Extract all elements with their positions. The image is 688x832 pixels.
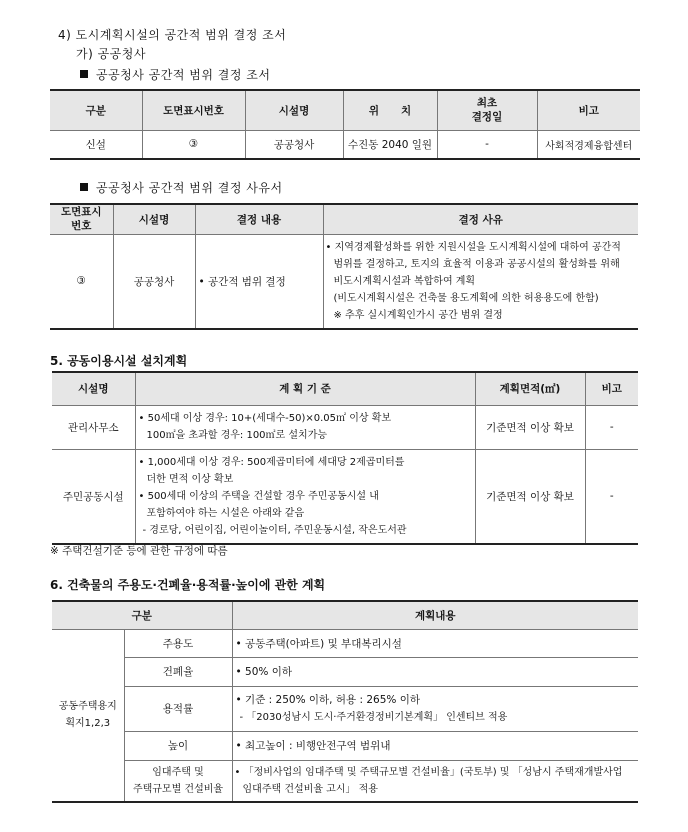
facility-name: 관리사무소: [52, 405, 135, 449]
subsection-heading: 가) 공공청사: [76, 47, 146, 61]
table-row: [52, 686, 638, 731]
table-row: [52, 760, 638, 802]
reason-line: 범위를 결정하고, 토지의 효율적 이용과 공공시설의 활성화를 위해: [333, 258, 620, 270]
square-bullet-icon: [80, 183, 88, 191]
table-row: [52, 657, 638, 686]
table1-header-row: [50, 90, 640, 130]
row-content: • 최고높이 : 비행안전구역 범위내: [232, 731, 638, 760]
table2-header: 시설명: [113, 204, 195, 234]
table2-reason-cell: [323, 234, 638, 329]
group-label-line: 획지1,2,3: [65, 718, 111, 730]
table1-cell: 수진동 2040 일원: [343, 130, 437, 159]
section5-footnote: ※ 주택건설기준 등에 관한 규정에 따름: [50, 545, 228, 557]
section5-header: 비고: [585, 372, 638, 405]
table-row: [52, 449, 638, 544]
row-content: - 「2030성남시 도시·주거환경정비기본계획」 인센티브 적용: [239, 711, 508, 723]
criteria-line: • 1,000세대 이상 경우: 500제곱미터에 세대당 2제곱미터를: [138, 456, 405, 468]
table1-cell: 신설: [50, 130, 142, 159]
criteria-line: - 경로당, 어린이집, 어린이놀이터, 주민운동시설, 작은도서관: [142, 524, 407, 536]
table1-header: 도면표시번호: [142, 90, 245, 130]
table-row: [52, 405, 638, 449]
table1-cell: ③: [142, 130, 245, 159]
table2: [50, 203, 638, 330]
row-content-cell: [232, 686, 638, 731]
table2-title: [80, 179, 283, 196]
table-row: [52, 731, 638, 760]
section5-header: 계 획 기 준: [135, 372, 475, 405]
section6-header: 계획내용: [232, 601, 638, 629]
table1-title-text: 공공청사 공간적 범위 결정 조서: [96, 68, 271, 82]
row-content: • 「정비사업의 임대주택 및 주택규모별 건설비율」(국토부) 및 「성남시 주택재개발사업: [234, 766, 623, 778]
section5-header-row: [52, 372, 638, 405]
area-cell: 기준면적 이상 확보: [475, 449, 585, 544]
square-bullet-icon: [80, 70, 88, 78]
table1-cell: 사회적경제융합센터: [537, 130, 640, 159]
table-row: [50, 234, 638, 329]
group-label-line: 공동주택용지: [58, 701, 117, 713]
row-label: 주용도: [124, 629, 232, 657]
criteria-cell: [135, 449, 475, 544]
facility-name: 주민공동시설: [52, 449, 135, 544]
row-label: 용적률: [124, 686, 232, 731]
group-label-cell: [52, 629, 124, 802]
row-content: • 공동주택(아파트) 및 부대복리시설: [232, 629, 638, 657]
table1-header: 위 치: [343, 90, 437, 130]
reason-line: 비도시계획시설과 복합하여 계획: [333, 275, 476, 287]
table2-header: 결정 내용: [195, 204, 323, 234]
note-cell: -: [585, 405, 638, 449]
table1-cell: -: [437, 130, 537, 159]
reason-line: • 지역경제활성화를 위한 지원시설을 도시계획시설에 대하여 공간적: [325, 241, 621, 253]
criteria-cell: [135, 405, 475, 449]
area-cell: 기준면적 이상 확보: [475, 405, 585, 449]
section4-heading: 4) 도시계획시설의 공간적 범위 결정 조서: [58, 28, 287, 42]
row-label-cell: [124, 760, 232, 802]
table1-header: 비고: [537, 90, 640, 130]
criteria-line: 더한 면적 이상 확보: [146, 473, 234, 485]
row-label: 건폐율: [124, 657, 232, 686]
row-content: • 50% 이하: [232, 657, 638, 686]
criteria-line: • 50세대 이상 경우: 10+(세대수-50)×0.05㎡ 이상 확보: [138, 413, 392, 424]
row-label: 임대주택 및: [152, 766, 204, 778]
table-row: [52, 629, 638, 657]
reason-line: (비도시계획시설은 건축물 용도계획에 의한 허용용도에 한함): [333, 292, 599, 304]
table-row: [50, 130, 640, 159]
row-content: 임대주택 건설비율 고시」 적용: [242, 783, 378, 795]
table2-header-row: [50, 204, 638, 234]
section6-header: 구분: [52, 601, 232, 629]
criteria-line: 포함하여야 하는 시설은 아래와 같음: [146, 507, 305, 519]
table2-cell: ③: [50, 234, 113, 329]
section5-header: 시설명: [52, 372, 135, 405]
table1: [50, 89, 640, 160]
section6-header-row: [52, 601, 638, 629]
reason-line: ※ 추후 실시계획인가시 공간 범위 결정: [333, 309, 503, 321]
criteria-line: 100㎡을 초과할 경우: 100㎡로 설치가능: [146, 430, 328, 441]
table1-cell: 공공청사: [245, 130, 343, 159]
table2-title-text: 공공청사 공간적 범위 결정 사유서: [96, 181, 283, 195]
criteria-line: • 500세대 이상의 주택을 건설할 경우 주민공동시설 내: [138, 490, 379, 502]
section5-header: 계획면적(㎡): [475, 372, 585, 405]
table1-title: [80, 66, 270, 83]
row-label: 주택규모별 건설비율: [132, 783, 224, 795]
section5-title: 5. 공동이용시설 설치계획: [50, 354, 188, 368]
table2-cell: • 공간적 범위 결정: [195, 234, 323, 329]
table2-header: 결정 사유: [323, 204, 638, 234]
table1-header: 시설명: [245, 90, 343, 130]
table2-cell: 공공청사: [113, 234, 195, 329]
table1-header: 최초 결정일: [437, 90, 537, 130]
table2-header: 도면표시 번호: [50, 204, 113, 234]
table-section5: [52, 371, 638, 545]
section6-title: 6. 건축물의 주용도·건폐율·용적률·높이에 관한 계획: [50, 578, 326, 592]
table1-header: 구분: [50, 90, 142, 130]
row-label: 높이: [124, 731, 232, 760]
row-content: • 기준 : 250% 이하, 허용 : 265% 이하: [235, 693, 421, 706]
note-cell: -: [585, 449, 638, 544]
table-section6: [52, 600, 638, 803]
row-content-cell: [232, 760, 638, 802]
